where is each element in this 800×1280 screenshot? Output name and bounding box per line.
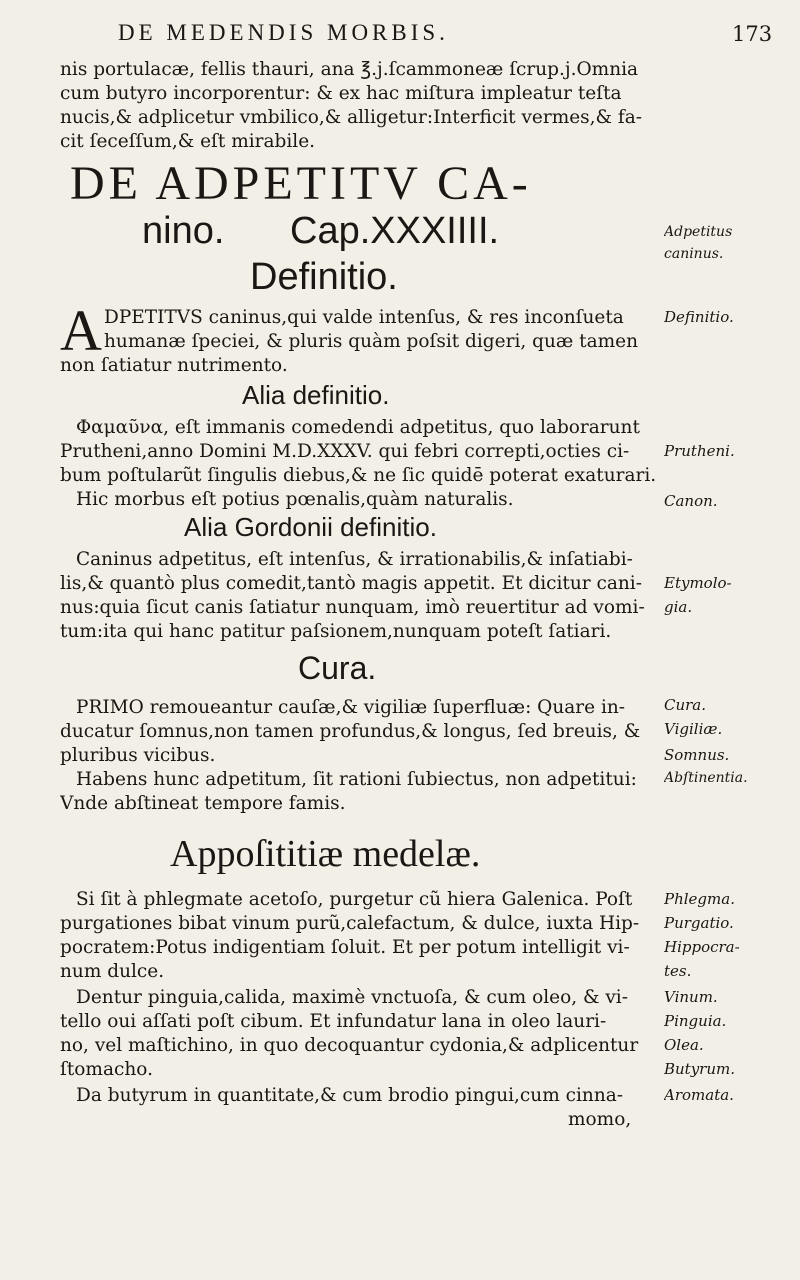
text-line: purgationes bibat vinum purũ,calefactum, & dulce, iuxta Hip-	[60, 913, 640, 934]
text-line: Caninus adpetitus, eſt intenſus, & irrationabilis,& inſatiabi-	[76, 549, 633, 570]
chapter-title: DE ADPETITV CA-	[70, 157, 532, 210]
catchword: momo,	[568, 1109, 632, 1130]
chapter-title-cont: nino.	[142, 210, 225, 252]
margin-note: Somnus.	[664, 746, 730, 764]
margin-note: Phlegma.	[664, 890, 735, 908]
text-line: ducatur ſomnus,non tamen profundus,& longus, ſed breuis, &	[60, 721, 641, 742]
text-line: Hic morbus eſt potius pœnalis,quàm naturalis.	[76, 489, 514, 510]
text-line: lis,& quantò plus comedit,tantò magis appetit. Et dicitur cani-	[60, 573, 642, 594]
text-line: Prutheni,anno Domini M.D.XXXV. qui febri correpti,octies ci-	[60, 441, 630, 462]
text-line: pocratem:Potus indigentiam ſoluit. Et per potum intelligit vi-	[60, 937, 630, 958]
margin-note: Aromata.	[664, 1086, 734, 1104]
text-line: tum:ita qui hanc patitur paſsionem,nunquam poteſt ſatiari.	[60, 621, 612, 642]
margin-note: Adpetitus	[664, 224, 733, 240]
text-line: Dentur pinguia,calida, maximè vnctuoſa, & cum oleo, & vi-	[76, 987, 628, 1008]
text-line: cit ſeceſſum,& eſt mirabile.	[60, 131, 316, 152]
text-line: nis portulacæ, fellis thauri, ana ℥.j.ſcammoneæ ſcrup.j.Omnia	[60, 59, 639, 80]
margin-note: Vigiliæ.	[664, 720, 723, 738]
margin-note: tes.	[664, 962, 692, 980]
margin-note: Cura.	[664, 696, 707, 714]
chapter-number: Cap.XXXIIII.	[290, 210, 500, 252]
margin-note: Canon.	[664, 492, 718, 510]
text-line: Si ſit à phlegmate acetoſo, purgetur cũ hiera Galenica. Poſt	[76, 889, 633, 910]
margin-note: Prutheni.	[664, 442, 735, 460]
drop-cap: A	[60, 298, 102, 363]
page-number: 173	[732, 22, 773, 46]
text-line: non ſatiatur nutrimento.	[60, 355, 288, 376]
margin-note: Purgatio.	[664, 914, 734, 932]
text-line: ſtomacho.	[60, 1059, 153, 1080]
text-line: num dulce.	[60, 961, 165, 982]
text-line: nucis,& adplicetur vmbilico,& alligetur:Interficit vermes,& fa-	[60, 107, 643, 128]
section-heading-appositiciae: Appoſititiæ medelæ.	[170, 833, 481, 875]
section-heading-cura: Cura.	[298, 650, 377, 686]
text-line: cum butyro incorporentur: & ex hac miſtura impleatur teſta	[60, 83, 622, 104]
text-line: Φαμαῦνα, eſt immanis comedendi adpetitus, quo laborarunt	[76, 417, 640, 438]
text-line: nus:quia ſicut canis ſatiatur nunquam, imò reuertitur ad vomi-	[60, 597, 645, 618]
text-line: tello oui aſſati poſt cibum. Et infundatur lana in oleo lauri-	[60, 1011, 607, 1032]
text-line: PRIMO remoueantur cauſæ,& vigiliæ ſuperfluæ: Quare in-	[76, 697, 626, 718]
margin-note: Hippocra-	[664, 938, 740, 956]
margin-note: Definitio.	[664, 308, 734, 326]
margin-note: caninus.	[664, 246, 724, 262]
margin-note: Etymolo-	[664, 574, 732, 592]
text-line: humanæ ſpeciei, & pluris quàm poſsit digeri, quæ tamen	[104, 331, 639, 352]
text-line: Habens hunc adpetitum, ſit rationi ſubiectus, non adpetitui:	[76, 769, 637, 790]
margin-note: Butyrum.	[664, 1060, 736, 1078]
text-line: no, vel maſtichino, in quo decoquantur cydonia,& adplicentur	[60, 1035, 639, 1056]
margin-note: Vinum.	[664, 988, 718, 1006]
text-line: pluribus vicibus.	[60, 745, 216, 766]
text-line: Da butyrum in quantitate,& cum brodio pingui,cum cinna-	[76, 1085, 624, 1106]
section-heading-gordonii: Alia Gordonii definitio.	[184, 512, 437, 542]
text-line: bum poſtularũt ſingulis diebus,& ne ſic quidē poterat exaturari.	[60, 465, 657, 486]
margin-note: Abſtinentia.	[664, 770, 748, 786]
margin-note: gia.	[664, 598, 693, 616]
section-heading-definitio: Definitio.	[250, 256, 398, 298]
text-line: DPETITVS caninus,qui valde intenſus, & res inconſueta	[104, 307, 624, 328]
running-head: DE MEDENDIS MORBIS.	[118, 20, 449, 45]
section-heading-alia: Alia definitio.	[242, 380, 390, 410]
text-line: Vnde abſtineat tempore famis.	[60, 793, 346, 814]
margin-note: Olea.	[664, 1036, 704, 1054]
margin-note: Pinguia.	[664, 1012, 727, 1030]
